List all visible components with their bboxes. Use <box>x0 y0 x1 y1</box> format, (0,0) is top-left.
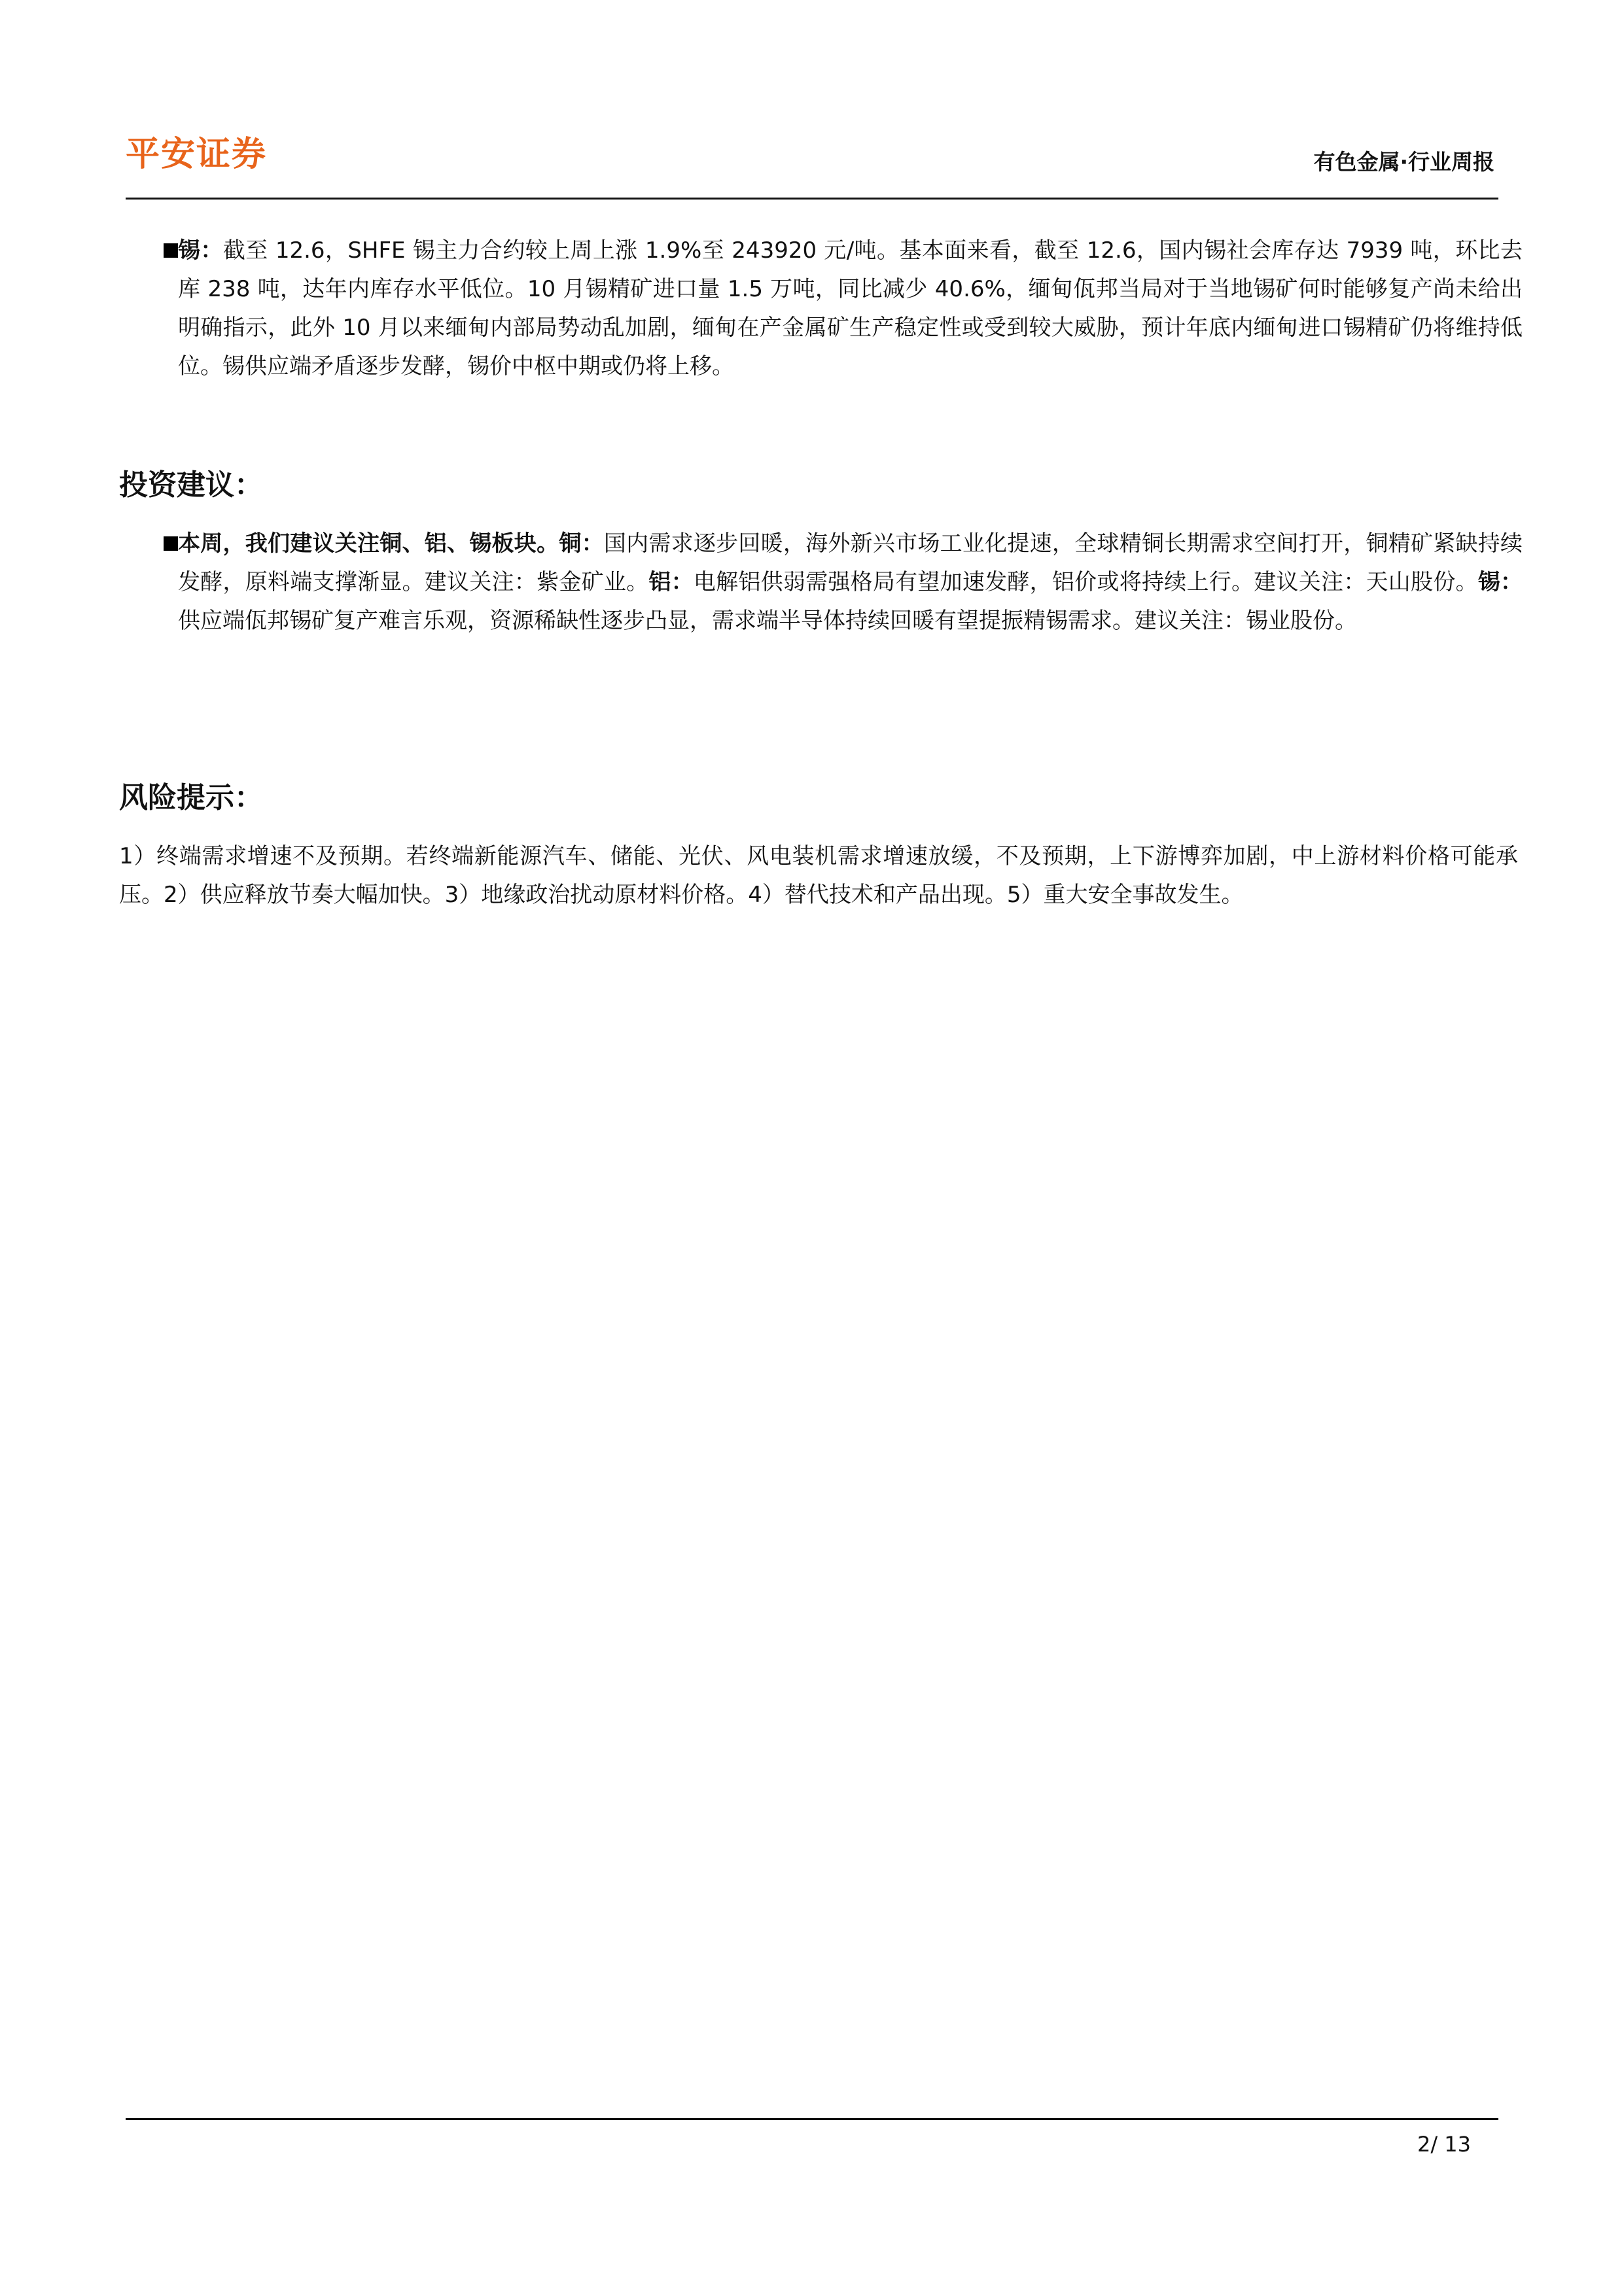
copper-text: 国内需求逐步回暖，海外新兴市场工业化提速，全球精铜长期需求空间打开，铜精矿紧缺持续发酵，原料端支撑渐显。建议关注：紫金矿业。 <box>178 531 1523 595</box>
copper-label: 铜： <box>559 531 604 557</box>
risk-paragraph: 1）终端需求增速不及预期。若终端新能源汽车、储能、光伏、风电装机需求增速放缓，不及预期，上下游博弈加剧，中上游材料价格可能承压。2）供应释放节奏大幅加快。3）地缘政治扰动原材料价格。4）替代技术和产品出现。5）重大安全事故发生。 <box>119 843 1518 908</box>
investment-paragraph <box>126 525 1526 682</box>
footer-divider <box>126 2118 1498 2120</box>
header-divider <box>126 198 1498 200</box>
tin-paragraph <box>126 232 1526 389</box>
tin-invest-label: 锡： <box>1477 569 1523 595</box>
aluminum-label: 铝： <box>648 569 694 595</box>
square-bullet-icon <box>164 243 178 258</box>
report-category: 有色金属·行业周报 <box>1313 149 1494 175</box>
risk-title: 风险提示： <box>119 781 263 814</box>
tin-invest-text: 供应端佤邦锡矿复产难言乐观，资源稀缺性逐步凸显，需求端半导体持续回暖有望提振精锡需求。建议关注：锡业股份。 <box>178 608 1357 634</box>
tin-paragraph-text <box>178 232 1523 386</box>
brand-logo: 平安证券 <box>126 135 268 174</box>
aluminum-text: 电解铝供弱需强格局有望加速发酵，铝价或将持续上行。建议关注：天山股份。 <box>693 569 1478 595</box>
investment-title: 投资建议： <box>119 468 263 502</box>
square-bullet-icon <box>164 536 178 551</box>
tin-body: 截至 12.6，SHFE 锡主力合约较上周上涨 1.9%至 243920 元/吨。基本面来看，截至 12.6，国内锡社会库存达 7939 吨，环比去库 238 吨，达年内库存水平低位。10 月锡精矿进口量 1.5 万吨，同比减少 40.6%，缅甸佤邦当局对于当地锡矿何时能够复产尚未给出明确指示，此外 10 月以来缅甸内部局势动乱加剧，缅甸在产金属矿生产稳定性或受到较大威胁，预计年底内缅甸进口锡精矿仍将维持低位。锡供应端矛盾逐步发酵，锡价中枢中期或仍将上移。 <box>178 237 1523 379</box>
investment-intro: 本周，我们建议关注铜、铝、锡板块。 <box>178 531 559 557</box>
investment-paragraph-text <box>178 525 1523 640</box>
tin-label: 锡： <box>178 237 223 264</box>
page-number: 2/ 13 <box>1417 2132 1471 2157</box>
